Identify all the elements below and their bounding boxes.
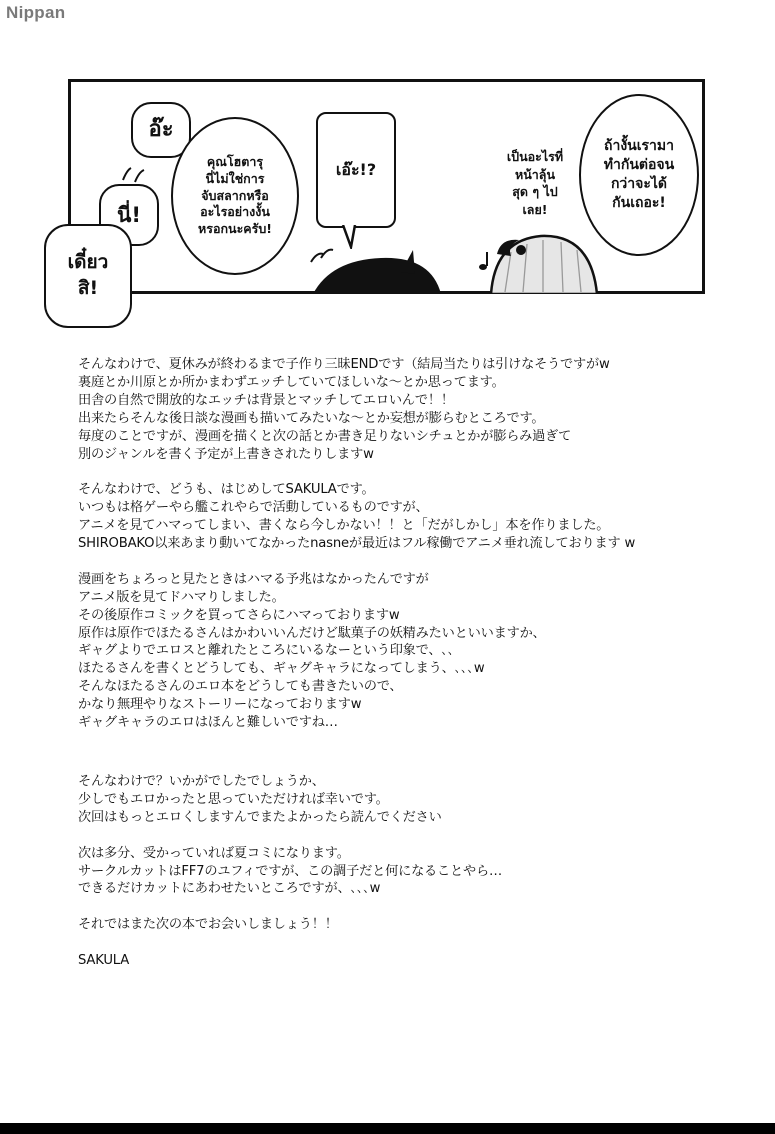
afterword-line: アニメを見てハマってしまい、書くなら今しかない！！と「だがしかし」本を作りました。 <box>78 518 610 534</box>
afterword-text <box>78 356 758 970</box>
narration-pen-arai: เป็นอะไรที่ หน้าลุ้น สุด ๆ ไป เลย! <box>506 149 564 217</box>
afterword-line: そんなわけで、どうも、はじめしてSAKULAです。 <box>78 482 375 498</box>
afterword-line: ギャグキャラのエロはほんと難しいですね… <box>78 715 338 731</box>
afterword-line: ほたるさんを書くとどうしても、ギャグキャラになってしまう、､､､w <box>78 661 485 677</box>
site-watermark: Nippan <box>6 3 66 22</box>
afterword-line: 別のジャンルを書く予定が上書きされたりしますw <box>78 446 374 462</box>
afterword-line: サークルカットはFF7のユフィですが、この調子だと何になることやら… <box>78 863 502 879</box>
speech-bubble-khun-hotaru <box>171 117 299 275</box>
afterword-line: そんなわけで？いかがでしたでしょうか、 <box>78 774 325 789</box>
sweat-marks-left <box>119 166 149 184</box>
afterword-line: 出来たらそんな後日談な漫画も描いてみたいな～とか妄想が膨らむところです。 <box>78 410 545 426</box>
afterword-line: 漫画をちょろっと見たときはハマる予兆はなかったんですが <box>78 571 429 587</box>
afterword-line: そんなわけで、夏休みが終わるまで子作り三昧ENDです（結局当たりは引けなそうですがw <box>78 357 610 372</box>
afterword-line: そんなほたるさんのエロ本をどうしても書きたいので、 <box>78 679 403 695</box>
speech-bubble-a-text: อ๊ะ <box>148 117 174 143</box>
afterword-line: できるだけカットにあわせたいところですが、､､､w <box>78 881 381 897</box>
character-heads-illustration <box>291 232 611 294</box>
afterword-line: 毎度のことですが、漫画を描くと次の話とか書き足りないシチュとかが膨らみ過ぎて <box>78 428 572 444</box>
afterword-line: 次回はもっとエロくしますんでまたよかったら読んでください <box>78 809 442 825</box>
afterword-line: いつもは格ゲーやら艦これやらで活動しているものですが、 <box>78 500 429 516</box>
afterword-line: 少しでもエロかったと思っていただければ幸いです。 <box>78 791 389 807</box>
afterword-line: 田舎の自然で開放的なエッチは背景とマッチしてエロいんで！！ <box>78 392 454 408</box>
afterword-line: SHIROBAKO以来あまり動いてなかったnasneが最近はフル稼働でアニメ垂れ流しております w <box>78 536 636 552</box>
speech-bubble-khun-hotaru-text: คุณโฮตารุ นี่ไม่ใช่การ จับสลากหรือ อะไรอย่างงั้น หรอกนะครับ! <box>198 153 272 237</box>
speech-bubble-tha-ngan-text: ถ้างั้นเรามา ทำกันต่อจน กว่าจะได้ กันเถอะ! <box>603 138 675 211</box>
afterword-line: アニメ版を見てドハマりしました。 <box>78 589 285 605</box>
speech-bubble-diaw-sit <box>44 224 132 328</box>
scan-bottom-edge <box>0 1123 775 1134</box>
afterword-line: 次は多分、受かっていれば夏コミになります。 <box>78 845 350 861</box>
afterword-line: その後原作コミックを買ってさらにハマっておりますw <box>78 607 400 623</box>
speech-bubble-e <box>316 112 396 228</box>
afterword-line: ギャグよりでエロスと離れたところにいるなーという印象で、､､ <box>78 643 455 659</box>
speech-bubble-e-text: เอ๊ะ!? <box>335 160 377 180</box>
speech-bubble-diaw-sit-text: เดี๋ยว สิ! <box>67 251 109 299</box>
afterword-line: かなり無理やりなストーリーになっておりますw <box>78 697 362 713</box>
author-signature: SAKULA <box>78 953 130 969</box>
manga-panel <box>67 79 705 299</box>
afterword-line: 裏庭とか川原とか所かまわずエッチしていてほしいな～とか思ってます。 <box>78 374 505 390</box>
afterword-line: 原作は原作でほたるさんはかわいいんだけど駄菓子の妖精みたいといいますか、 <box>78 625 546 641</box>
speech-bubble-ni-text: นี่! <box>117 202 141 227</box>
afterword-line: それではまた次の本でお会いしましょう！！ <box>78 917 338 933</box>
